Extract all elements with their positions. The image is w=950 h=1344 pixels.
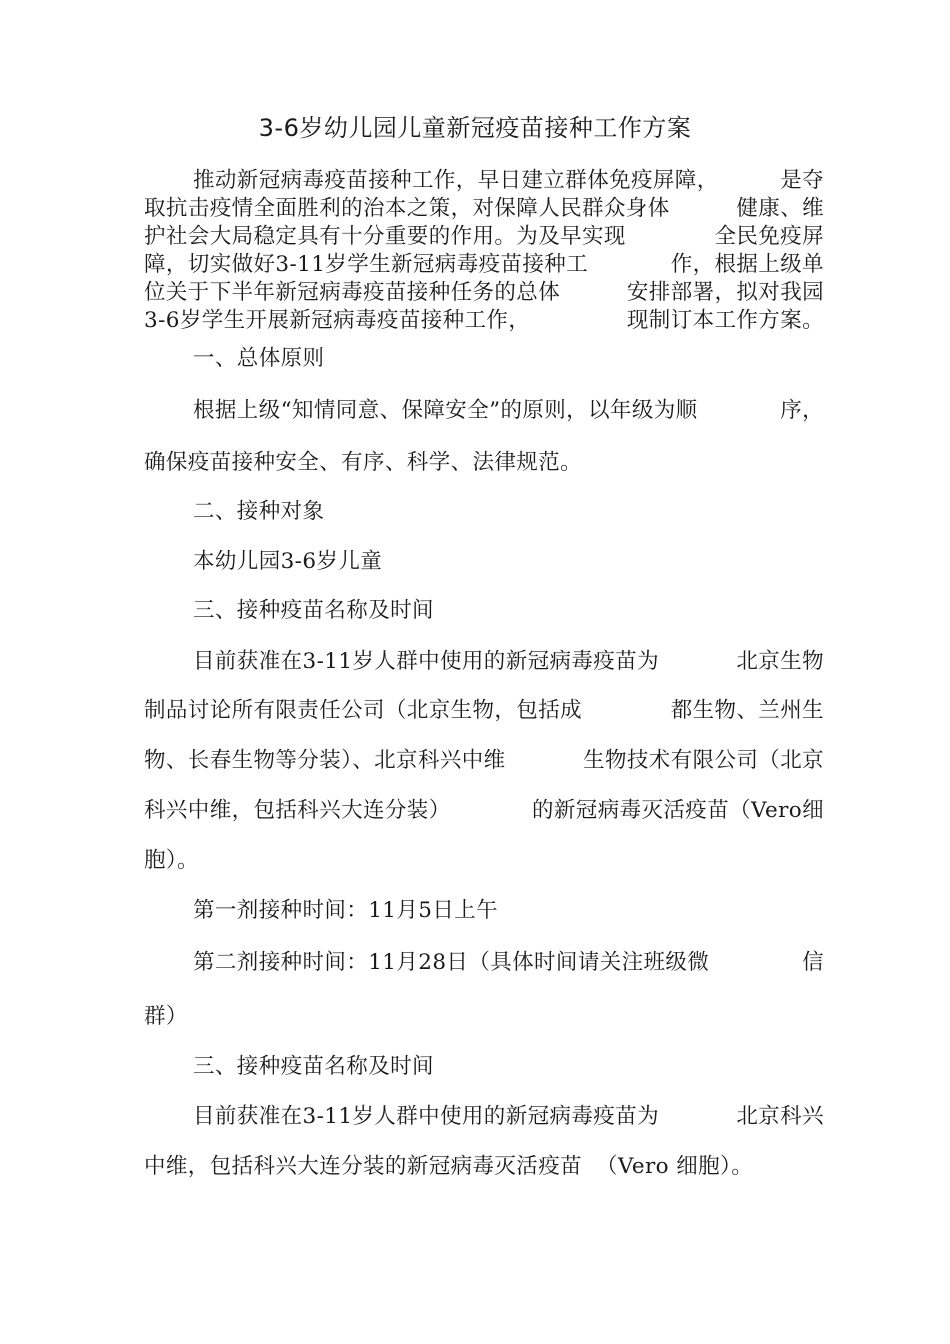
document-title: 3-6岁幼儿园儿童新冠疫苗接种工作方案 <box>258 114 692 142</box>
intro-line: 3-6岁学生开展新冠病毒疫苗接种工作， 现制订本工作方案。 <box>144 308 824 333</box>
body-line: 胞）。 <box>144 848 199 873</box>
intro-line: 护社会大局稳定具有十分重要的作用。为及早实现 全民免疫屏 <box>144 224 824 249</box>
body-line: 中维，包括科兴大连分装的新冠病毒灭活疫苗 （Vero 细胞）。 <box>144 1154 754 1179</box>
section-heading: 二、接种对象 <box>193 499 325 524</box>
intro-line: 位关于下半年新冠病毒疫苗接种任务的总体 安排部署，拟对我园 <box>144 280 824 305</box>
body-line: 根据上级“知情同意、保障安全”的原则，以年级为顺 序， <box>193 398 824 423</box>
section-heading: 一、总体原则 <box>193 346 325 371</box>
body-line: 群） <box>144 1004 188 1029</box>
dose-1-time: 第一剂接种时间：11月5日上午 <box>193 898 499 923</box>
intro-line: 取抗击疫情全面胜利的治本之策，对保障人民群众身体 健康、维 <box>144 196 824 221</box>
body-line: 科兴中维，包括科兴大连分装） 的新冠病毒灭活疫苗（Vero细 <box>144 798 824 823</box>
intro-line: 障，切实做好3-11岁学生新冠病毒疫苗接种工 作，根据上级单 <box>144 252 824 277</box>
body-line: 目前获准在3-11岁人群中使用的新冠病毒疫苗为 北京生物 <box>193 649 824 674</box>
body-line: 目前获准在3-11岁人群中使用的新冠病毒疫苗为 北京科兴 <box>193 1104 824 1129</box>
body-line: 制品讨论所有限责任公司（北京生物，包括成 都生物、兰州生 <box>144 698 824 723</box>
section-heading: 三、接种疫苗名称及时间 <box>193 1054 434 1079</box>
body-line: 本幼儿园3-6岁儿童 <box>193 549 383 574</box>
intro-line: 推动新冠病毒疫苗接种工作，早日建立群体免疫屏障， 是夺 <box>193 168 824 193</box>
body-line: 物、长春生物等分装）、北京科兴中维 生物技术有限公司（北京 <box>144 748 824 773</box>
dose-2-time: 第二剂接种时间：11月28日（具体时间请关注班级微 信 <box>193 950 824 975</box>
section-heading: 三、接种疫苗名称及时间 <box>193 598 434 623</box>
body-line: 确保疫苗接种安全、有序、科学、法律规范。 <box>144 450 583 475</box>
